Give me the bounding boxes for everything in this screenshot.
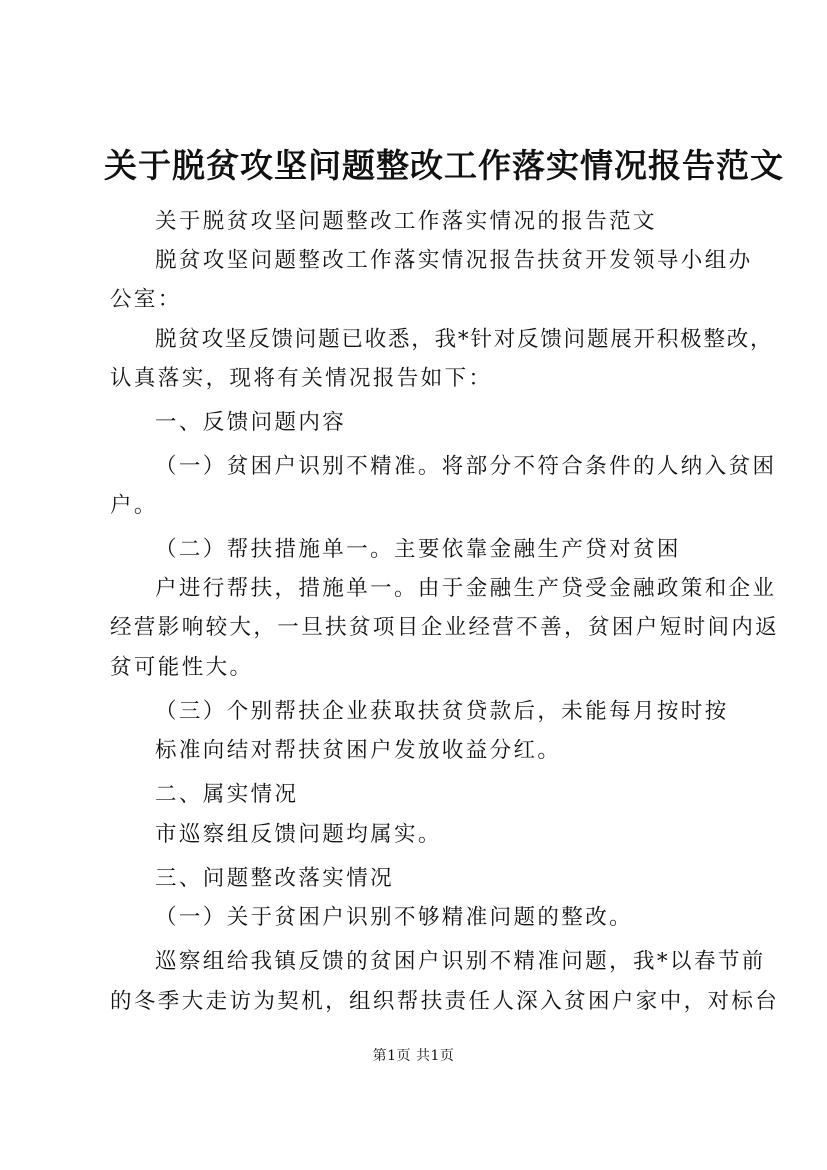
paragraph-line: （三）个别帮扶企业获取扶贫贷款后，未能每月按时按 <box>155 699 729 724</box>
paragraph-line: 户。 <box>110 493 158 518</box>
paragraph-line: 关于脱贫攻坚问题整改工作落实情况的报告范文 <box>155 209 657 234</box>
paragraph-line: 贫可能性大。 <box>110 655 254 680</box>
paragraph-line: （一）关于贫困户识别不够精准问题的整改。 <box>155 905 634 930</box>
section-heading: 三、问题整改落实情况 <box>155 866 395 891</box>
paragraph-line: 公室： <box>110 287 182 312</box>
paragraph-line: 认真落实，现将有关情况报告如下： <box>110 366 493 391</box>
section-heading: 二、属实情况 <box>155 782 299 807</box>
paragraph-line: 脱贫攻坚问题整改工作落实情况报告扶贫开发领导小组办 <box>155 248 753 273</box>
paragraph-line: 脱贫攻坚反馈问题已收悉，我*针对反馈问题展开积极整改， <box>155 327 774 352</box>
page-number-footer: 第1页 共1页 <box>372 1048 455 1064</box>
paragraph-line: 的冬季大走访为契机，组织帮扶责任人深入贫困户家中，对标台 <box>110 989 780 1014</box>
paragraph-line: 巡察组给我镇反馈的贫困户识别不精准问题，我*以春节前 <box>155 949 766 974</box>
paragraph-line: （一）贫困户识别不精准。将部分不符合条件的人纳入贫困 <box>155 454 777 479</box>
paragraph-line: （二）帮扶措施单一。主要依靠金融生产贷对贫困 <box>155 537 681 562</box>
paragraph-line: 市巡察组反馈问题均属实。 <box>155 822 442 847</box>
section-heading: 一、反馈问题内容 <box>155 410 347 435</box>
paragraph-line: 经营影响较大，一旦扶贫项目企业经营不善，贫困户短时间内返 <box>110 615 780 640</box>
paragraph-line: 户进行帮扶，措施单一。由于金融生产贷受金融政策和企业 <box>155 576 777 601</box>
paragraph-line: 标准向结对帮扶贫困户发放收益分红。 <box>155 738 562 763</box>
document-title: 关于脱贫攻坚问题整改工作落实情况报告范文 <box>104 146 784 185</box>
